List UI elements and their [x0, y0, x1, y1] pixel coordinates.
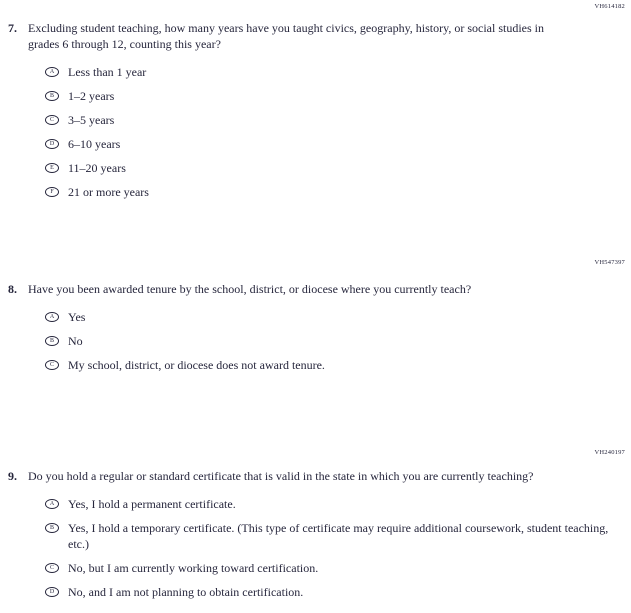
bubble-f-icon[interactable]: [45, 187, 59, 197]
bubble-a-icon[interactable]: [45, 312, 59, 322]
question-9-head: [8, 468, 624, 484]
question-7: [8, 20, 624, 208]
bubble-letter: A: [49, 314, 55, 320]
option-label: No, and I am not planning to obtain certification.: [68, 585, 304, 599]
bubble-letter: D: [49, 589, 55, 595]
option-label: 1–2 years: [68, 89, 115, 103]
option-label: 21 or more years: [68, 185, 149, 199]
question-8: [8, 281, 624, 381]
question-8-head: [8, 281, 624, 297]
option-label: 3–5 years: [68, 113, 115, 127]
bubble-letter: C: [49, 565, 54, 571]
option-label: Yes: [68, 310, 86, 324]
bubble-letter: C: [49, 362, 54, 368]
option-label: 11–20 years: [68, 161, 126, 175]
bubble-b-icon[interactable]: [45, 336, 59, 346]
bubble-letter: A: [49, 501, 55, 507]
bubble-e-icon[interactable]: [45, 163, 59, 173]
accession-code-q8: VH547397: [594, 259, 625, 266]
option-label: No, but I am currently working toward certification.: [68, 561, 319, 575]
accession-code-q9: VH240197: [594, 449, 625, 456]
answer-option-f[interactable]: [45, 184, 624, 200]
bubble-letter: C: [49, 117, 54, 123]
option-label: Yes, I hold a permanent certificate.: [68, 497, 236, 511]
bubble-letter: D: [49, 141, 55, 147]
option-label: No: [68, 334, 83, 348]
bubble-b-icon[interactable]: [45, 523, 59, 533]
question-8-options: [45, 309, 624, 373]
question-7-head: [8, 20, 624, 52]
option-label: 6–10 years: [68, 137, 121, 151]
question-number: 7.: [8, 21, 17, 35]
bubble-b-icon[interactable]: [45, 91, 59, 101]
question-7-options: [45, 64, 624, 200]
bubble-c-icon[interactable]: [45, 115, 59, 125]
bubble-letter: B: [49, 338, 54, 344]
option-label: Less than 1 year: [68, 65, 147, 79]
bubble-d-icon[interactable]: [45, 139, 59, 149]
answer-option-c[interactable]: [45, 560, 624, 576]
answer-option-a[interactable]: [45, 309, 624, 325]
question-text: Do you hold a regular or standard certificate that is valid in the state in which you are currently teaching?: [28, 469, 534, 483]
question-9: [8, 468, 624, 608]
answer-option-e[interactable]: [45, 160, 624, 176]
answer-option-b[interactable]: [45, 333, 624, 349]
question-9-options: [45, 496, 624, 600]
bubble-c-icon[interactable]: [45, 360, 59, 370]
answer-option-d[interactable]: [45, 136, 624, 152]
answer-option-b[interactable]: [45, 520, 624, 552]
bubble-a-icon[interactable]: [45, 499, 59, 509]
answer-option-a[interactable]: [45, 64, 624, 80]
bubble-a-icon[interactable]: [45, 67, 59, 77]
bubble-letter: F: [50, 189, 54, 195]
option-label: Yes, I hold a temporary certificate. (This type of certificate may require additional coursework, student teaching, etc.): [68, 521, 609, 551]
bubble-letter: B: [49, 93, 54, 99]
question-number: 8.: [8, 282, 17, 296]
bubble-c-icon[interactable]: [45, 563, 59, 573]
question-text: Excluding student teaching, how many years have you taught civics, geography, history, or social studies in grades 6 through 12, counting this year?: [28, 21, 544, 51]
bubble-letter: B: [49, 525, 54, 531]
bubble-letter: E: [50, 165, 54, 171]
option-label: My school, district, or diocese does not award tenure.: [68, 358, 325, 372]
bubble-d-icon[interactable]: [45, 587, 59, 597]
answer-option-d[interactable]: [45, 584, 624, 600]
answer-option-a[interactable]: [45, 496, 624, 512]
accession-code-q7: VH614182: [594, 3, 625, 10]
answer-option-b[interactable]: [45, 88, 624, 104]
bubble-letter: A: [49, 69, 55, 75]
answer-option-c[interactable]: [45, 112, 624, 128]
question-number: 9.: [8, 469, 17, 483]
answer-option-c[interactable]: [45, 357, 624, 373]
question-text: Have you been awarded tenure by the school, district, or diocese where you currently teach?: [28, 282, 472, 296]
